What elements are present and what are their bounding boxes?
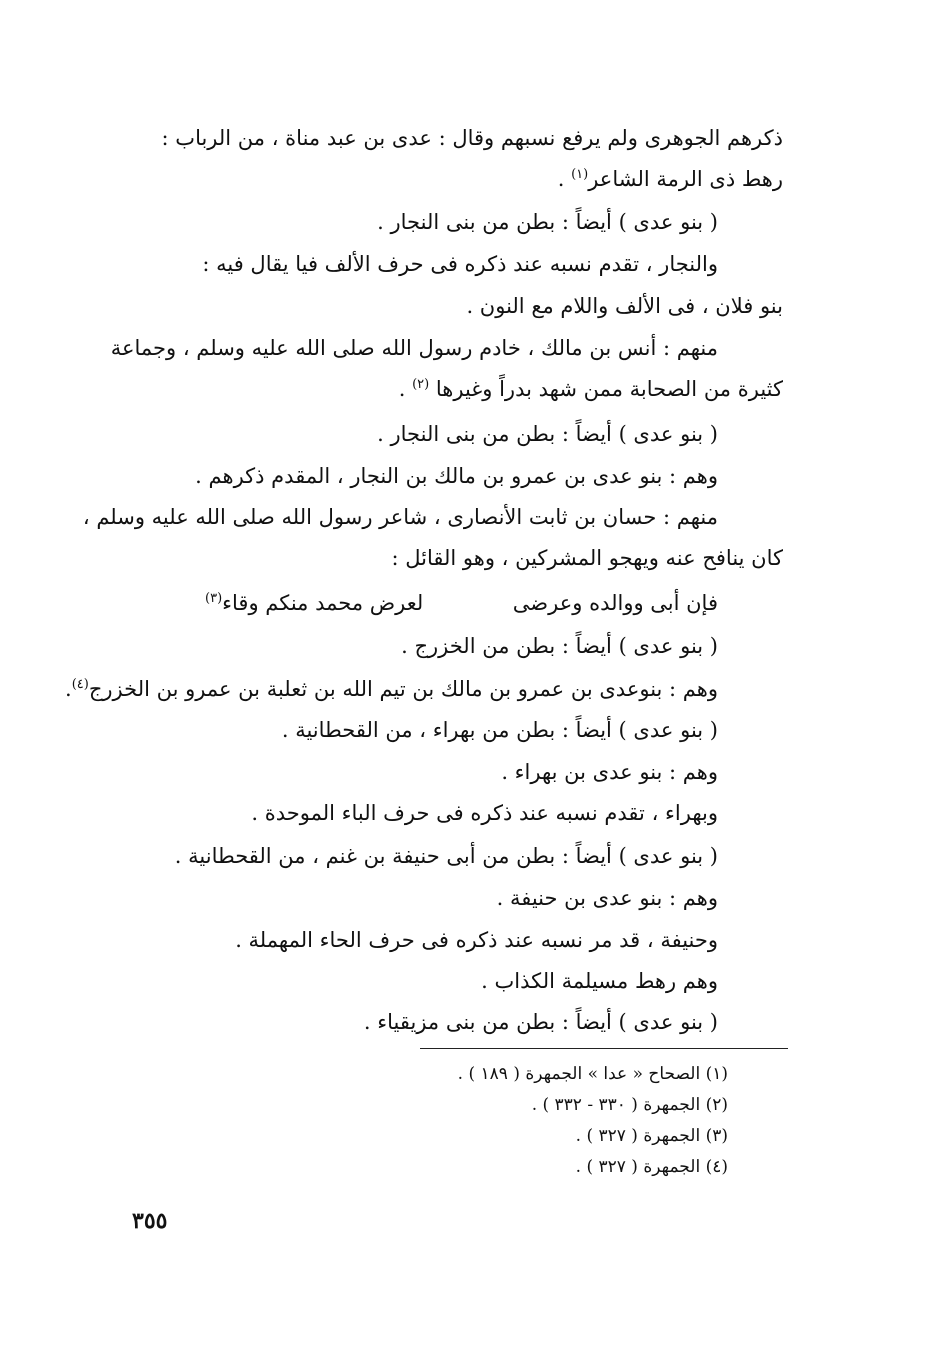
page-number: ٣٥٥ <box>132 1208 168 1234</box>
text-segment: لعرض محمد منكم وقاء <box>222 591 424 615</box>
text-line: منهم : حسان بن ثابت الأنصارى ، شاعر رسول الله صلى الله عليه وسلم ، <box>82 505 718 529</box>
text-segment: . <box>65 677 72 701</box>
text-line: ( بنو عدى ) أيضاً : بطن من بنى النجار . <box>377 422 718 446</box>
text-line: كان ينافح عنه ويهجو المشركين ، وهو القائل : <box>391 546 783 570</box>
text-segment: رهط ذى الرمة الشاعر <box>588 167 783 191</box>
footnote-ref: (٤) <box>71 677 89 692</box>
text-line: وهم : بنو عدى بن عمرو بن مالك بن النجار ، المقدم ذكرهم . <box>195 464 718 488</box>
footnote-separator <box>420 1048 788 1049</box>
text-segment: كثيرة من الصحابة ممن شهد بدراً وغيرها <box>435 377 783 401</box>
footnote: (٤) الجمهرة ( ٣٢٧ ) . <box>575 1157 728 1177</box>
text-line: وحنيفة ، قد مر نسبه عند ذكره فى حرف الحاء المهملة . <box>235 928 718 952</box>
text-line <box>399 375 783 403</box>
footnote-ref: (٢) <box>412 377 430 392</box>
footnote-ref: (١) <box>571 167 589 182</box>
verse-hemistich-left <box>205 589 423 617</box>
footnote: (٢) الجمهرة ( ٣٣٠ - ٣٣٢ ) . <box>531 1095 728 1115</box>
footnote: (١) الصحاح « عدا » الجمهرة ( ١٨٩ ) . <box>457 1064 728 1084</box>
text-line <box>65 675 718 703</box>
text-line: ( بنو عدى ) أيضاً : بطن من بنى النجار . <box>377 210 718 234</box>
text-line <box>558 165 783 193</box>
footnote-ref: (٣) <box>205 591 223 606</box>
text-line: منهم : أنس بن مالك ، خادم رسول الله صلى الله عليه وسلم ، وجماعة <box>110 336 718 360</box>
footnote: (٣) الجمهرة ( ٣٢٧ ) . <box>575 1126 728 1146</box>
text-line: ( بنو عدى ) أيضاً : بطن من بهراء ، من القحطانية . <box>281 718 718 742</box>
text-line: ( بنو عدى ) أيضاً : بطن من الخزرج . <box>401 634 718 658</box>
text-line: والنجار ، تقدم نسبه عند ذكره فى حرف الألف فيا يقال فيه : <box>202 252 718 276</box>
text-line: وهم : بنو عدى بن حنيفة . <box>496 886 718 910</box>
text-segment: وهم : بنوعدى بن عمرو بن مالك بن تيم الله بن ثعلبة بن عمرو بن الخزرج <box>88 677 718 701</box>
text-line: بنو فلان ، فى الألف واللام مع النون . <box>466 294 783 318</box>
text-segment: . <box>557 167 565 191</box>
text-line: ( بنو عدى ) أيضاً : بطن من بنى مزيقياء . <box>363 1010 718 1034</box>
verse-hemistich-right: فإن أبى ووالده وعرضى <box>512 591 718 615</box>
text-line: ذكرهم الجوهرى ولم يرفع نسبهم وقال : عدى بن عبد مناة ، من الرباب : <box>161 126 783 150</box>
text-line: وهم : بنو عدى بن بهراء . <box>501 760 718 784</box>
text-segment: . <box>398 377 406 401</box>
text-line: وبهراء ، تقدم نسبه عند ذكره فى حرف الباء الموحدة . <box>251 801 718 825</box>
text-line: ( بنو عدى ) أيضاً : بطن من أبى حنيفة بن غنم ، من القحطانية . <box>174 844 718 868</box>
text-line: وهم رهط مسيلمة الكذاب . <box>481 969 718 993</box>
